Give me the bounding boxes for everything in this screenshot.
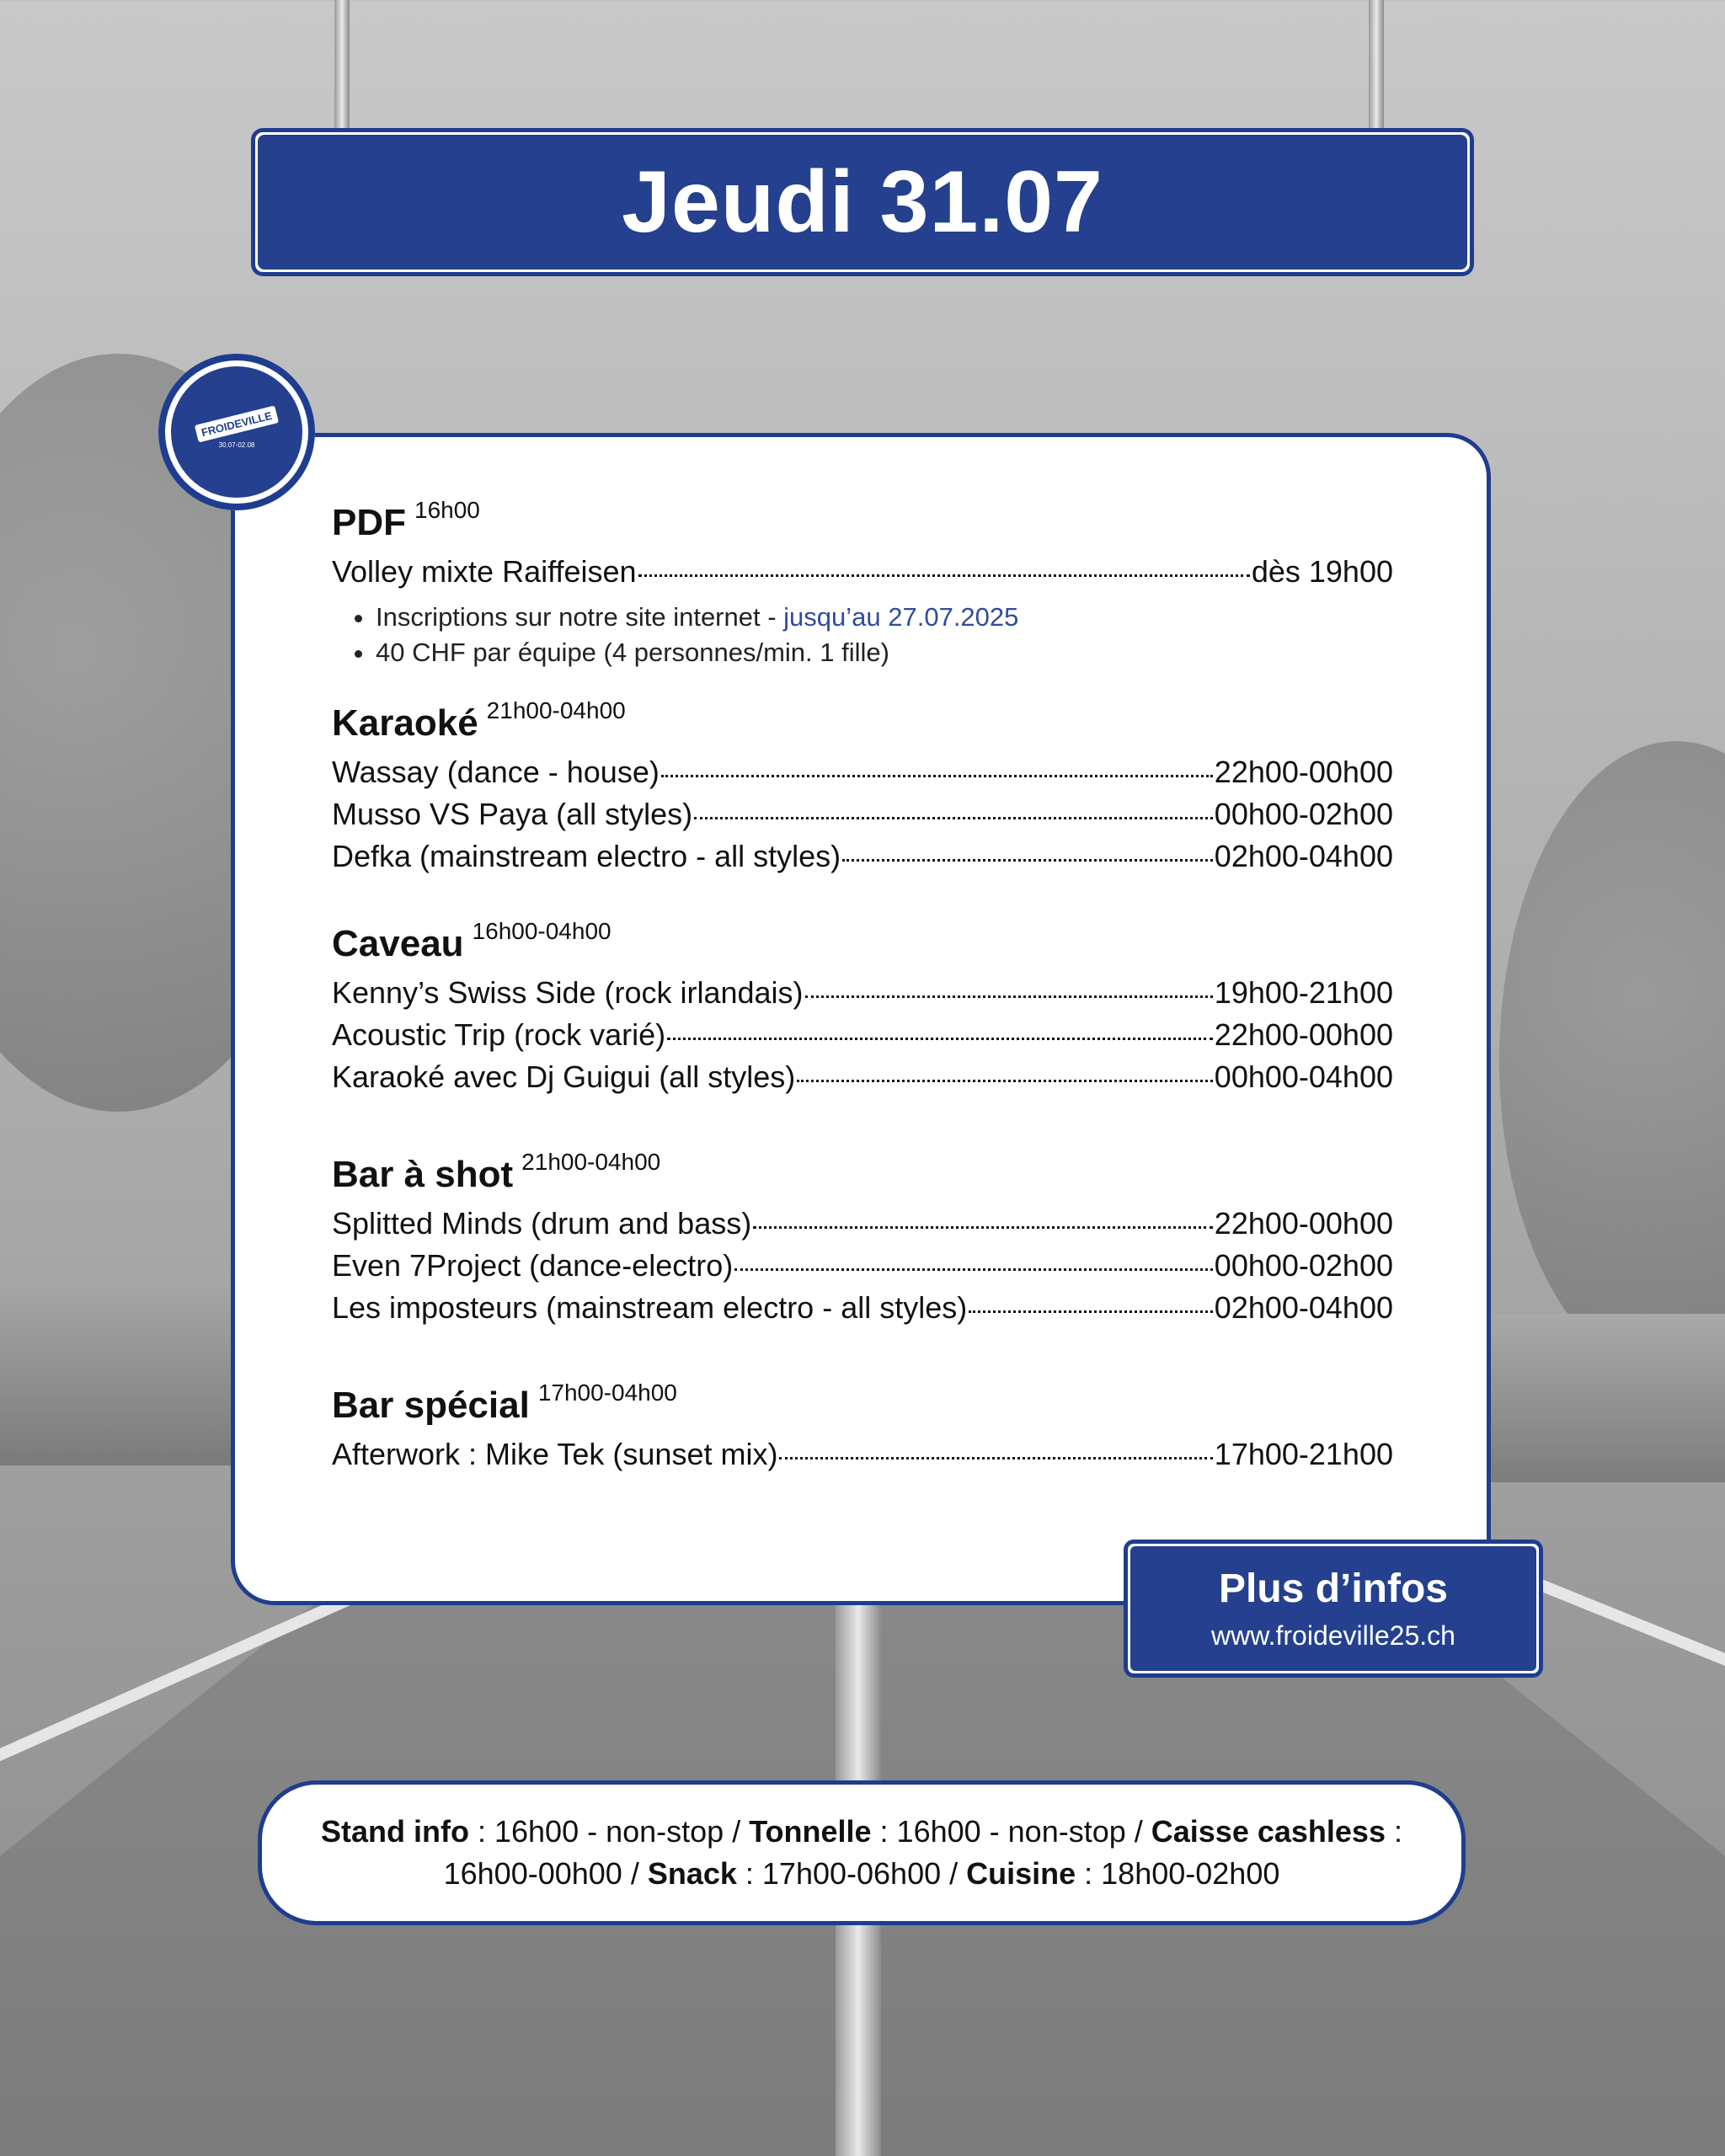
item-time: 00h00-04h00 — [1214, 1059, 1393, 1094]
tonnelle-label: Tonnelle — [749, 1814, 872, 1849]
sign-pole-right — [1369, 0, 1384, 135]
section-title: Karaoké — [332, 702, 478, 744]
dot-leader — [805, 995, 1213, 998]
dot-leader — [661, 775, 1213, 777]
dot-leader — [753, 1226, 1213, 1229]
snack-value: : 17h00-06h00 / — [736, 1856, 967, 1891]
item-time: dès 19h00 — [1251, 554, 1393, 589]
item-label: Volley mixte Raiffeisen — [332, 554, 637, 589]
item-time: 22h00-00h00 — [1214, 1017, 1393, 1052]
caisse-separator: : — [1385, 1814, 1402, 1849]
list-item — [332, 1290, 1393, 1332]
title-sign — [251, 128, 1474, 276]
section-caveau — [332, 918, 1393, 1102]
item-time: 17h00-21h00 — [1214, 1437, 1393, 1471]
froideville-logo — [158, 354, 315, 510]
section-time: 21h00-04h00 — [521, 1149, 661, 1175]
caisse-label: Caisse cashless — [1151, 1814, 1386, 1849]
section-bar-special — [332, 1380, 1393, 1479]
dot-leader — [667, 1038, 1213, 1040]
more-info-panel — [1130, 1546, 1536, 1671]
item-time: 19h00-21h00 — [1214, 975, 1393, 1010]
list-item — [332, 1017, 1393, 1059]
cuisine-label: Cuisine — [966, 1856, 1076, 1891]
dot-leader — [734, 1268, 1213, 1271]
list-item — [332, 797, 1393, 839]
section-pdf — [332, 497, 1393, 670]
opening-hours-banner — [258, 1780, 1466, 1925]
item-label: Acoustic Trip (rock varié) — [332, 1017, 666, 1052]
logo-dates: 30.07-02.08 — [218, 441, 255, 449]
list-item — [332, 975, 1393, 1017]
website-link[interactable]: www.froideville25.ch — [1211, 1620, 1455, 1651]
dot-leader — [842, 859, 1213, 862]
list-item — [332, 1248, 1393, 1290]
item-label: Les imposteurs (mainstream electro - all styles) — [332, 1290, 968, 1325]
list-item — [332, 554, 1393, 596]
item-label: Kenny’s Swiss Side (rock irlandais) — [332, 975, 804, 1010]
section-time: 21h00-04h00 — [486, 697, 626, 723]
bullet-item: • Inscriptions sur notre site internet - jusqu’au 27.07.2025 — [376, 600, 1393, 635]
item-time: 02h00-04h00 — [1214, 839, 1393, 873]
logo-badge — [171, 366, 302, 498]
section-time: 16h00 — [414, 497, 480, 523]
section-title: Bar à shot — [332, 1154, 514, 1195]
item-label: Karaoké avec Dj Guigui (all styles) — [332, 1059, 796, 1094]
item-time: 22h00-00h00 — [1214, 755, 1393, 789]
stand-info-label: Stand info — [321, 1814, 469, 1849]
hours-line-2 — [444, 1853, 1280, 1895]
item-label: Musso VS Paya (all styles) — [332, 797, 693, 831]
item-time: 02h00-04h00 — [1214, 1290, 1393, 1325]
list-item — [332, 1206, 1393, 1248]
more-info-sign — [1124, 1540, 1543, 1678]
item-label: Splitted Minds (drum and bass) — [332, 1206, 752, 1241]
hours-line-1 — [321, 1811, 1402, 1853]
item-label: Afterwork : Mike Tek (sunset mix) — [332, 1437, 778, 1471]
tree-right — [1499, 741, 1725, 1381]
dot-leader — [638, 574, 1250, 577]
dot-leader — [969, 1310, 1213, 1313]
item-label: Wassay (dance - house) — [332, 755, 660, 789]
title-panel — [258, 135, 1467, 270]
list-item — [332, 1437, 1393, 1479]
tonnelle-value: : 16h00 - non-stop / — [871, 1814, 1151, 1849]
item-time: 00h00-02h00 — [1214, 797, 1393, 831]
logo-banner: FROIDEVILLE — [195, 405, 279, 442]
item-time: 00h00-02h00 — [1214, 1248, 1393, 1283]
page-title: Jeudi 31.07 — [622, 152, 1103, 251]
section-time: 17h00-04h00 — [537, 1380, 677, 1406]
section-title: Caveau — [332, 923, 464, 964]
deadline-text: jusqu’au 27.07.2025 — [783, 602, 1019, 632]
section-bar-a-shot — [332, 1149, 1393, 1332]
cuisine-value: : 18h00-02h00 — [1076, 1856, 1280, 1891]
item-label: Even 7Project (dance-electro) — [332, 1248, 734, 1283]
section-title: PDF — [332, 502, 406, 543]
sign-pole-left — [334, 0, 350, 135]
section-time: 16h00-04h00 — [472, 918, 611, 944]
stand-info-value: : 16h00 - non-stop / — [468, 1814, 750, 1849]
dot-leader — [797, 1080, 1213, 1082]
more-info-title: Plus d’infos — [1218, 1566, 1448, 1611]
bullet-list — [332, 600, 1393, 670]
section-karaoke — [332, 697, 1393, 881]
item-label: Defka (mainstream electro - all styles) — [332, 839, 841, 873]
dot-leader — [779, 1457, 1212, 1460]
bullet-item: • 40 CHF par équipe (4 personnes/min. 1 fille) — [376, 635, 1393, 670]
list-item — [332, 839, 1393, 881]
dot-leader — [694, 817, 1213, 819]
list-item — [332, 1059, 1393, 1102]
field-right — [1472, 1314, 1725, 1482]
item-time: 22h00-00h00 — [1214, 1206, 1393, 1241]
caisse-value: 16h00-00h00 / — [443, 1856, 648, 1891]
list-item — [332, 755, 1393, 797]
snack-label: Snack — [647, 1856, 737, 1891]
section-title: Bar spécial — [332, 1385, 530, 1426]
